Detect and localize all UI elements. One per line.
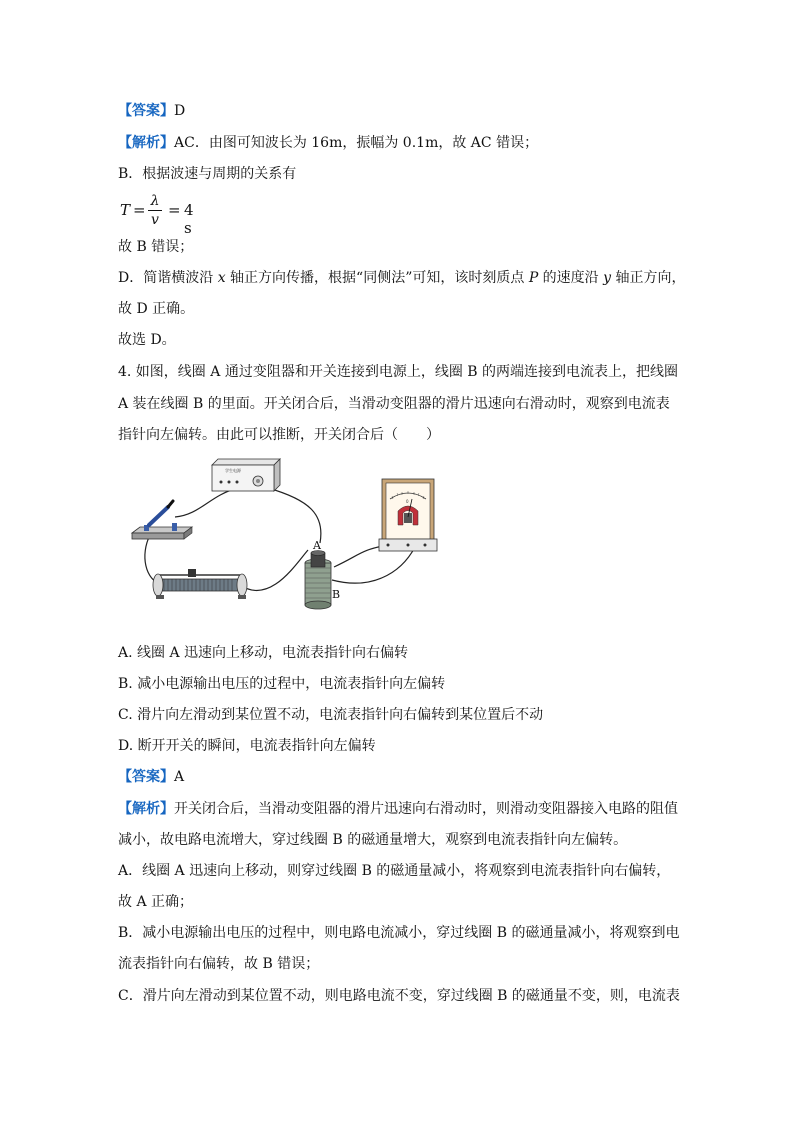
meter-zero-label: 0 [406,499,409,504]
answer-line-q4 [118,767,184,787]
formula-numerator: λ [150,193,160,209]
option-b: B. 减小电源输出电压的过程中，电流表指针向左偏转 [118,676,446,692]
answer-tag: 【答案】 [118,769,174,785]
power-supply [212,459,280,491]
wire-supply-coil-a [268,488,321,543]
circuit-figure [120,455,450,625]
analysis-line-q4-a1: A．线圈 A 迅速向上移动，则穿过线圈 B 的磁通量减小，将观察到电流表指针向右偏转， [118,863,671,879]
analysis-line-q3 [118,133,538,153]
text-segment: 轴正方向， [611,270,686,286]
analysis-line-q4-c1: C．滑片向左滑动到某位置不动，则电路电流不变，穿过线圈 B 的磁通量不变，则，电流表 [118,988,680,1004]
var-x: x [217,270,226,286]
answer-line-q3 [118,101,185,121]
analysis-text: AC．由图可知波长为 16m，振幅为 0.1m，故 AC 错误； [174,135,539,151]
answer-tag: 【答案】 [118,103,174,119]
option-d: D. 断开开关的瞬间，电流表指针向左偏转 [118,738,376,754]
text-segment: 的速度沿 [538,270,604,286]
formula-eq: = [133,201,146,219]
coil-a-label: A [313,539,321,552]
wire-rheostat-coil-a [240,550,308,590]
q4-stem-line1: 4. 如图，线圈 A 通过变阻器和开关连接到电源上，线圈 B 的两端连接到电流表上，把线圈 [118,364,679,380]
knife-switch [132,501,192,539]
analysis-line-q4-1 [118,799,678,819]
analysis-line-d2: 故 D 正确。 [118,301,195,317]
formula-result: 4 s [184,201,194,237]
option-c: C. 滑片向左滑动到某位置不动，电流表指针向右偏转到某位置后不动 [118,707,544,723]
formula-denominator: v [151,212,159,228]
text-segment: D．简谐横波沿 [118,270,218,286]
choose-line-q3: 故选 D。 [118,332,176,348]
analysis-line-q4-b2: 流表指针向右偏转，故 B 错误； [118,956,320,972]
sliding-rheostat [153,569,247,599]
fraction-bar [148,210,162,211]
formula-lhs: T [120,201,131,219]
galvanometer [379,479,437,551]
q4-stem-line2: A 装在线圈 B 的里面。开关闭合后，当滑动变阻器的滑片迅速向右滑动时，观察到电流表 [118,396,670,412]
answer-value: D [174,103,186,119]
analysis-tag: 【解析】 [118,801,174,817]
answer-value: A [174,769,185,785]
var-p: P [528,270,539,286]
text-segment: 轴正方向传播，根据“同侧法”可知，该时刻质点 [225,270,529,286]
coil-b-label: B [332,588,341,601]
analysis-text: 开关闭合后，当滑动变阻器的滑片迅速向右滑动时，则滑动变阻器接入电路的阻值 [174,801,678,817]
formula-eq2: = [168,201,181,219]
var-y: y [603,270,612,286]
analysis-line-q4-2: 减小，故电路电流增大，穿过线圈 B 的磁通量增大，观察到电流表指针向左偏转。 [118,832,628,848]
option-a: A. 线圈 A 迅速向上移动，电流表指针向右偏转 [118,645,409,661]
q4-stem-line3: 指针向左偏转。由此可以推断，开关闭合后（ ） [118,427,440,443]
supply-label: 学生电源 [225,468,241,473]
wire-coil-b-meter-2 [332,547,415,583]
analysis-line-b-end: 故 B 错误； [118,239,194,255]
coil-assembly [305,539,340,609]
wire-supply-switch [175,488,238,517]
analysis-line-q4-b1: B．减小电源输出电压的过程中，则电路电流减小，穿过线圈 B 的磁通量减小，将观察到电 [118,925,680,941]
analysis-line-b: B．根据波速与周期的关系有 [118,166,297,182]
analysis-line-d1 [118,268,686,288]
formula-fraction [148,193,162,228]
analysis-tag: 【解析】 [118,135,174,151]
analysis-line-q4-a2: 故 A 正确； [118,894,194,910]
